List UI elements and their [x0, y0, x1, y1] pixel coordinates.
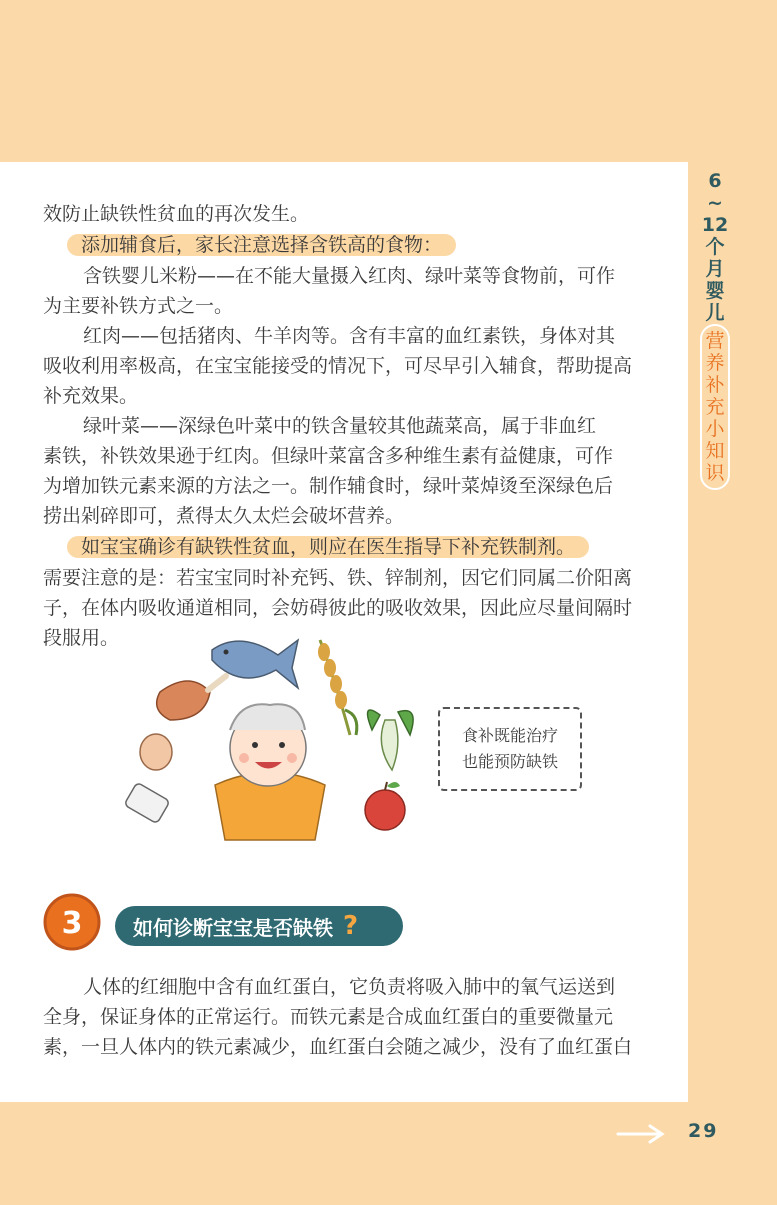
body-line: 段服用。 — [43, 627, 120, 649]
apple-icon — [365, 782, 405, 830]
side-char: 小 — [705, 418, 725, 440]
side-char: 知 — [705, 440, 725, 462]
body-line: 素铁，补铁效果逊于红肉。但绿叶菜富含多种维生素有益健康，可作 — [43, 445, 614, 467]
chicken-leg-icon — [157, 676, 226, 720]
body-line: 捞出剁碎即可，煮得太久太烂会破坏营养。 — [43, 505, 405, 527]
side-age-part2: 12 — [701, 214, 729, 236]
side-char: 儿 — [705, 302, 725, 324]
side-char: 充 — [705, 396, 725, 418]
section-heading — [115, 906, 403, 946]
body-line: 红肉——包括猪肉、牛羊肉等。含有丰富的血红素铁，身体对其 — [83, 325, 616, 347]
body-line: 绿叶菜——深绿色叶菜中的铁含量较其他蔬菜高，属于非血红 — [83, 415, 597, 437]
body-line: 含铁婴儿米粉——在不能大量摄入红肉、绿叶菜等食物前，可作 — [83, 265, 616, 287]
bok-choy-icon — [368, 710, 414, 770]
side-char: 补 — [705, 374, 725, 396]
body-line: 吸收利用率极高，在宝宝能接受的情况下，可尽早引入辅食，帮助提高 — [43, 355, 633, 377]
side-char: 养 — [705, 352, 725, 374]
side-char: 个 — [705, 236, 725, 258]
body-line: 为主要补铁方式之一。 — [43, 295, 234, 317]
section-title: 如何诊断宝宝是否缺铁 — [133, 915, 333, 940]
highlight-text: 添加辅食后，家长注意选择含铁高的食物： — [67, 234, 456, 256]
section-number: 3 — [61, 906, 83, 941]
body-line: 子，在体内吸收通道相同，会妨碍彼此的吸收效果，因此应尽量间隔时 — [43, 597, 633, 619]
pill-bottle-icon — [124, 782, 170, 824]
side-tilde: ~ — [707, 192, 723, 214]
baby-icon — [215, 704, 325, 840]
highlight-text: 如宝宝确诊有缺铁性贫血，则应在医生指导下补充铁制剂。 — [67, 536, 589, 558]
egg-icon — [140, 734, 172, 770]
section-number-badge — [42, 892, 102, 952]
body-line: 素，一旦人体内的铁元素减少，血红蛋白会随之减少，没有了血红蛋白 — [43, 1036, 633, 1058]
body-line: 全身，保证身体的正常运行。而铁元素是合成血红蛋白的重要微量元 — [43, 1006, 614, 1028]
body-line: 人体的红细胞中含有血红蛋白，它负责将吸入肺中的氧气运送到 — [83, 976, 616, 998]
body-line: 为增加铁元素来源的方法之一。制作辅食时，绿叶菜焯烫至深绿色后 — [43, 475, 614, 497]
body-line: 补充效果。 — [43, 385, 139, 407]
fish-icon — [212, 640, 298, 688]
body-line: 需要注意的是：若宝宝同时补充钙、铁、锌制剂，因它们同属二价阳离 — [43, 567, 633, 589]
wheat-icon — [318, 640, 357, 735]
side-char: 营 — [705, 330, 725, 352]
side-age-part1: 6 — [708, 170, 722, 192]
side-char: 婴 — [705, 280, 725, 302]
side-char: 识 — [705, 462, 725, 484]
speech-bubble — [438, 707, 582, 791]
bubble-line-2: 也能预防缺铁 — [461, 752, 558, 771]
next-arrow-icon — [616, 1122, 666, 1146]
page-number: 29 — [688, 1120, 719, 1142]
body-line: 效防止缺铁性贫血的再次发生。 — [43, 203, 310, 225]
bubble-line-1: 食补既能治疗 — [461, 726, 558, 745]
side-char: 月 — [705, 258, 725, 280]
question-mark-icon: ? — [343, 911, 359, 941]
